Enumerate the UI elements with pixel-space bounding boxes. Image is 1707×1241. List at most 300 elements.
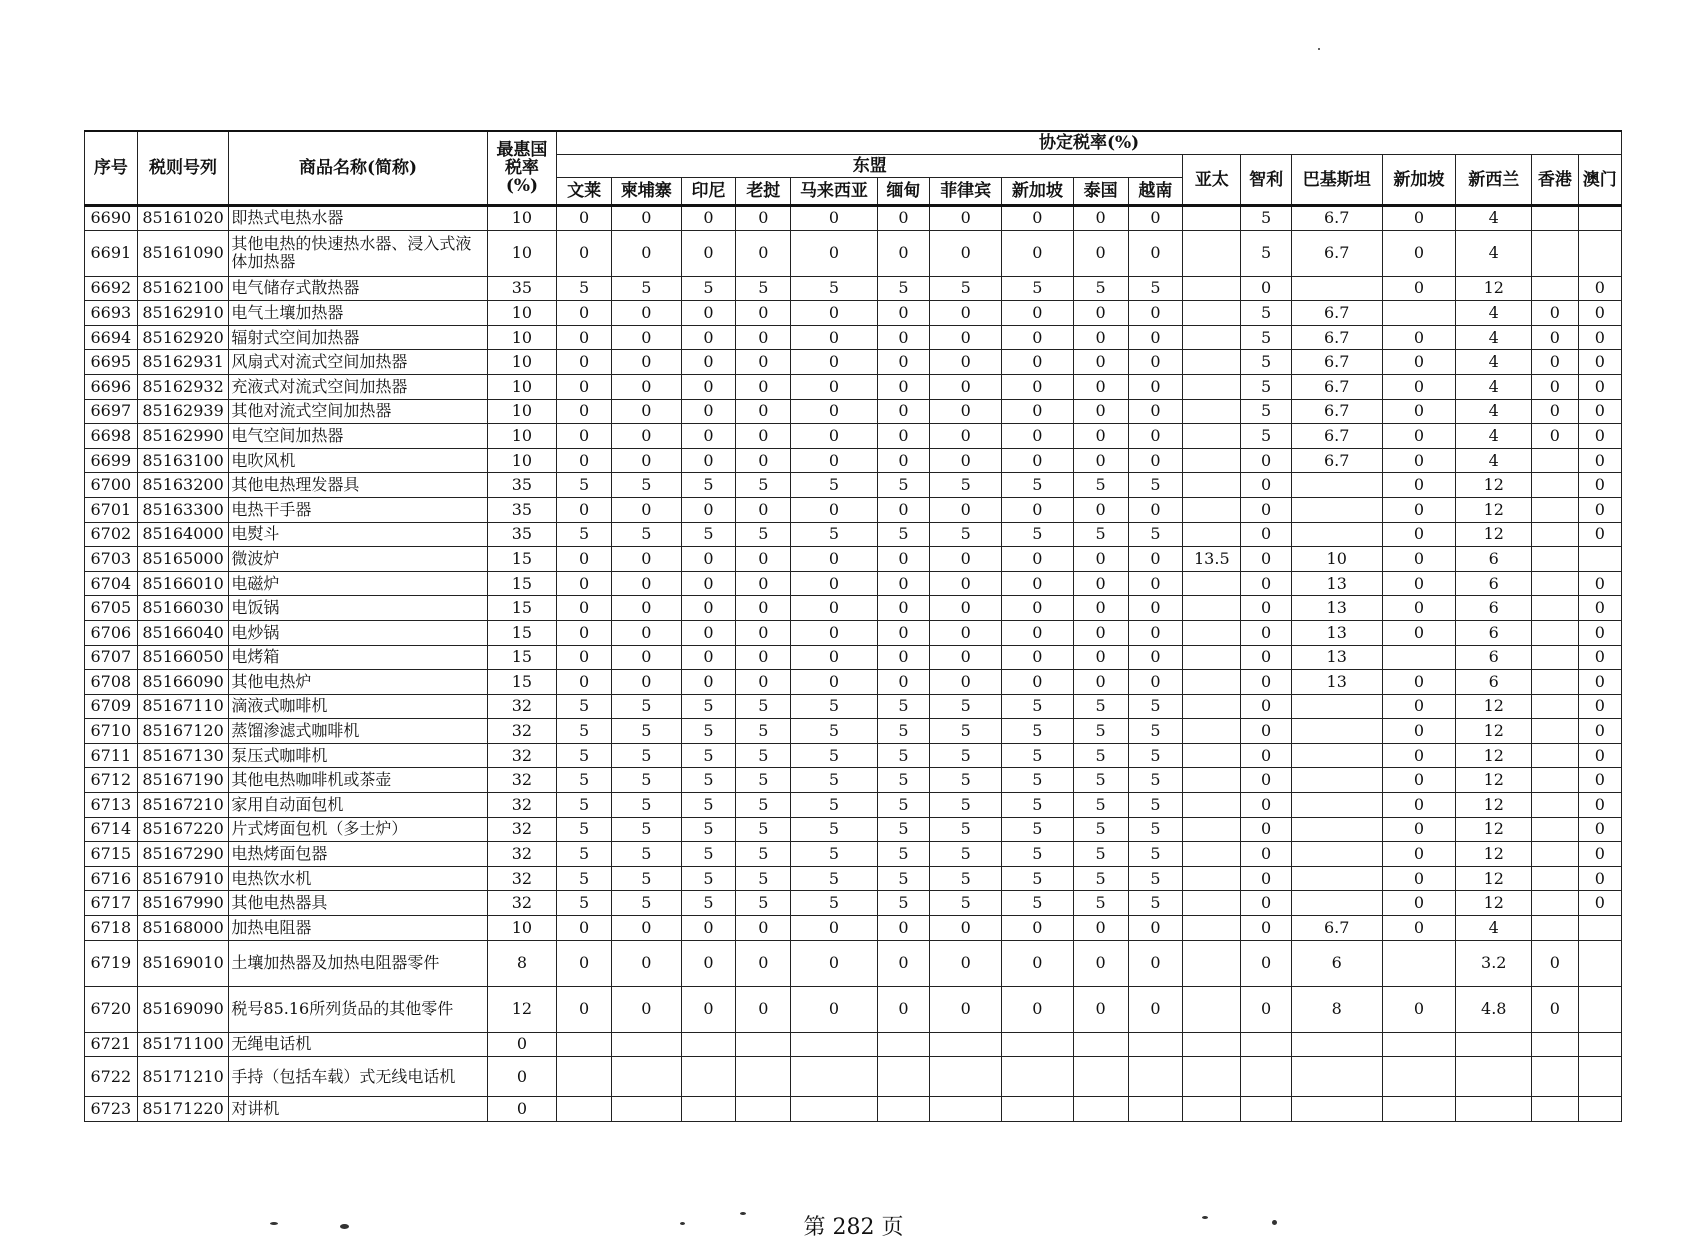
cell-rate xyxy=(1532,793,1578,818)
cell-rate: 0 xyxy=(877,916,930,941)
cell-rate xyxy=(1183,670,1241,695)
cell-seq: 6704 xyxy=(85,571,138,596)
cell-seq: 6721 xyxy=(85,1032,138,1057)
cell-rate: 3.2 xyxy=(1456,940,1532,986)
table-row xyxy=(85,743,1622,768)
cell-rate: 5 xyxy=(557,522,612,547)
cell-rate: 4 xyxy=(1456,206,1532,231)
cell-rate: 0 xyxy=(1382,768,1456,793)
cell-rate: 0 xyxy=(877,424,930,449)
cell-rate: 0 xyxy=(1382,522,1456,547)
cell-rate: 5 xyxy=(557,793,612,818)
cell-rate: 6.7 xyxy=(1291,325,1382,350)
cell-rate: 0 xyxy=(1002,670,1074,695)
cell-rate xyxy=(1291,842,1382,867)
cell-rate: 0 xyxy=(1002,448,1074,473)
cell-rate: 5 xyxy=(612,891,682,916)
cell-rate: 5 xyxy=(1128,473,1183,498)
table-row xyxy=(85,301,1622,326)
cell-rate: 5 xyxy=(1002,276,1074,301)
cell-rate: 0 xyxy=(1241,719,1292,744)
cell-mfn: 0 xyxy=(487,1057,557,1097)
cell-rate: 5 xyxy=(1241,424,1292,449)
cell-rate: 0 xyxy=(930,350,1002,375)
cell-rate: 5 xyxy=(557,743,612,768)
cell-rate: 0 xyxy=(1002,596,1074,621)
cell-seq: 6720 xyxy=(85,986,138,1032)
cell-rate: 0 xyxy=(612,571,682,596)
cell-rate: 0 xyxy=(1578,424,1621,449)
cell-rate: 5 xyxy=(877,694,930,719)
cell-rate: 5 xyxy=(1128,793,1183,818)
cell-rate: 0 xyxy=(791,940,877,986)
cell-rate: 0 xyxy=(930,301,1002,326)
table-row xyxy=(85,547,1622,572)
cell-rate: 0 xyxy=(1532,399,1578,424)
cell-name: 泵压式咖啡机 xyxy=(229,743,487,768)
cell-rate: 0 xyxy=(681,916,736,941)
cell-rate: 0 xyxy=(1073,571,1128,596)
cell-rate: 0 xyxy=(1128,670,1183,695)
cell-rate: 0 xyxy=(1073,940,1128,986)
header-asean-country: 马来西亚 xyxy=(791,178,877,206)
cell-rate: 0 xyxy=(1241,448,1292,473)
cell-rate xyxy=(791,1032,877,1057)
cell-rate: 5 xyxy=(736,842,791,867)
cell-rate xyxy=(1183,1097,1241,1122)
cell-rate: 5 xyxy=(1128,891,1183,916)
cell-rate: 0 xyxy=(1382,596,1456,621)
table-row xyxy=(85,1057,1622,1097)
cell-code: 85167220 xyxy=(137,817,229,842)
cell-rate: 13 xyxy=(1291,620,1382,645)
cell-rate: 0 xyxy=(736,325,791,350)
cell-rate xyxy=(681,1057,736,1097)
cell-rate: 0 xyxy=(557,620,612,645)
cell-rate: 5 xyxy=(736,276,791,301)
cell-code: 85162939 xyxy=(137,399,229,424)
cell-rate: 5 xyxy=(1241,301,1292,326)
scan-speck xyxy=(740,1212,746,1215)
cell-rate: 0 xyxy=(1241,670,1292,695)
cell-rate xyxy=(1532,448,1578,473)
cell-rate: 0 xyxy=(557,325,612,350)
cell-rate: 5 xyxy=(557,891,612,916)
cell-code: 85168000 xyxy=(137,916,229,941)
cell-rate: 0 xyxy=(1128,350,1183,375)
cell-rate: 12 xyxy=(1456,694,1532,719)
cell-rate: 0 xyxy=(1578,620,1621,645)
cell-rate xyxy=(557,1057,612,1097)
cell-rate: 0 xyxy=(1241,916,1292,941)
cell-rate: 0 xyxy=(1128,230,1183,276)
cell-rate xyxy=(681,1032,736,1057)
cell-rate xyxy=(1183,473,1241,498)
tariff-table xyxy=(84,130,1622,1122)
cell-seq: 6716 xyxy=(85,866,138,891)
table-row xyxy=(85,694,1622,719)
cell-rate: 0 xyxy=(1578,276,1621,301)
cell-code: 85167190 xyxy=(137,768,229,793)
cell-rate: 0 xyxy=(557,571,612,596)
cell-rate: 5 xyxy=(1073,743,1128,768)
cell-name: 其他电热炉 xyxy=(229,670,487,695)
cell-rate: 5 xyxy=(1073,842,1128,867)
cell-rate xyxy=(1532,694,1578,719)
cell-rate xyxy=(1291,276,1382,301)
cell-rate: 0 xyxy=(791,497,877,522)
cell-rate: 0 xyxy=(877,448,930,473)
cell-mfn: 32 xyxy=(487,891,557,916)
cell-rate xyxy=(1183,719,1241,744)
table-row xyxy=(85,350,1622,375)
scan-speck xyxy=(270,1222,278,1225)
cell-rate: 5 xyxy=(1241,374,1292,399)
cell-rate xyxy=(1532,596,1578,621)
cell-rate: 6 xyxy=(1456,670,1532,695)
cell-rate: 0 xyxy=(930,916,1002,941)
cell-rate: 5 xyxy=(1002,793,1074,818)
cell-rate: 5 xyxy=(1073,793,1128,818)
cell-mfn: 10 xyxy=(487,301,557,326)
cell-rate: 5 xyxy=(681,866,736,891)
cell-rate: 0 xyxy=(930,620,1002,645)
cell-rate: 5 xyxy=(557,719,612,744)
cell-rate: 0 xyxy=(1532,301,1578,326)
cell-rate xyxy=(1532,571,1578,596)
cell-rate xyxy=(1456,1032,1532,1057)
cell-rate xyxy=(1382,645,1456,670)
cell-rate: 6.7 xyxy=(1291,206,1382,231)
cell-rate: 5 xyxy=(791,522,877,547)
table-row xyxy=(85,916,1622,941)
cell-rate: 0 xyxy=(877,301,930,326)
cell-rate: 0 xyxy=(736,230,791,276)
scan-speck xyxy=(1318,48,1320,50)
cell-rate: 0 xyxy=(612,620,682,645)
cell-seq: 6722 xyxy=(85,1057,138,1097)
cell-mfn: 35 xyxy=(487,473,557,498)
cell-mfn: 35 xyxy=(487,497,557,522)
cell-rate: 0 xyxy=(791,424,877,449)
cell-rate: 12 xyxy=(1456,866,1532,891)
table-row xyxy=(85,473,1622,498)
cell-rate: 5 xyxy=(1002,719,1074,744)
cell-rate: 0 xyxy=(1073,230,1128,276)
cell-rate: 0 xyxy=(557,670,612,695)
cell-seq: 6691 xyxy=(85,230,138,276)
cell-rate xyxy=(1291,473,1382,498)
cell-rate xyxy=(1291,1032,1382,1057)
cell-rate: 0 xyxy=(1241,743,1292,768)
cell-rate: 5 xyxy=(791,473,877,498)
cell-rate xyxy=(1382,1057,1456,1097)
cell-rate: 0 xyxy=(736,399,791,424)
cell-rate: 0 xyxy=(1578,694,1621,719)
cell-rate xyxy=(736,1032,791,1057)
cell-rate xyxy=(1241,1097,1292,1122)
table-row xyxy=(85,399,1622,424)
cell-rate: 5 xyxy=(1128,694,1183,719)
cell-rate: 5 xyxy=(930,743,1002,768)
cell-rate: 5 xyxy=(612,768,682,793)
cell-rate: 0 xyxy=(1073,325,1128,350)
cell-rate: 5 xyxy=(1073,768,1128,793)
cell-rate: 0 xyxy=(736,547,791,572)
cell-rate: 5 xyxy=(1073,473,1128,498)
cell-rate: 0 xyxy=(1241,793,1292,818)
table-row xyxy=(85,596,1622,621)
cell-rate: 0 xyxy=(1073,497,1128,522)
cell-rate: 0 xyxy=(612,399,682,424)
cell-rate: 0 xyxy=(612,547,682,572)
cell-name: 其他电热器具 xyxy=(229,891,487,916)
cell-mfn: 0 xyxy=(487,1032,557,1057)
cell-rate: 0 xyxy=(1002,940,1074,986)
cell-rate xyxy=(1183,301,1241,326)
cell-rate: 0 xyxy=(1382,448,1456,473)
cell-rate xyxy=(612,1097,682,1122)
cell-rate: 0 xyxy=(877,670,930,695)
cell-rate: 5 xyxy=(877,817,930,842)
cell-rate xyxy=(557,1097,612,1122)
cell-rate xyxy=(1532,620,1578,645)
cell-rate: 0 xyxy=(557,301,612,326)
cell-rate: 0 xyxy=(612,424,682,449)
cell-rate: 5 xyxy=(681,817,736,842)
cell-rate: 5 xyxy=(1073,817,1128,842)
cell-rate: 0 xyxy=(1073,350,1128,375)
cell-rate: 0 xyxy=(557,399,612,424)
cell-rate: 5 xyxy=(877,473,930,498)
cell-rate xyxy=(1128,1032,1183,1057)
cell-rate: 5 xyxy=(612,473,682,498)
cell-rate: 5 xyxy=(1241,399,1292,424)
header-agreement: 协定税率(%) xyxy=(557,131,1622,155)
table-row xyxy=(85,230,1622,276)
cell-rate: 5 xyxy=(1128,866,1183,891)
cell-rate: 5 xyxy=(930,793,1002,818)
cell-rate xyxy=(1532,547,1578,572)
cell-rate: 0 xyxy=(736,374,791,399)
cell-rate xyxy=(1532,817,1578,842)
cell-name: 其他电热的快速热水器、浸入式液体加热器 xyxy=(229,230,487,276)
cell-code: 85166090 xyxy=(137,670,229,695)
cell-mfn: 0 xyxy=(487,1097,557,1122)
cell-mfn: 15 xyxy=(487,620,557,645)
header-partner: 香港 xyxy=(1532,155,1578,206)
cell-rate: 0 xyxy=(930,986,1002,1032)
cell-rate: 0 xyxy=(930,940,1002,986)
cell-rate: 5 xyxy=(791,719,877,744)
cell-name: 电热饮水机 xyxy=(229,866,487,891)
cell-rate: 0 xyxy=(681,350,736,375)
cell-rate: 0 xyxy=(1578,325,1621,350)
cell-rate: 0 xyxy=(1532,350,1578,375)
cell-name: 电热烤面包器 xyxy=(229,842,487,867)
cell-rate: 0 xyxy=(1241,596,1292,621)
cell-rate: 0 xyxy=(1578,793,1621,818)
cell-rate: 0 xyxy=(1241,866,1292,891)
cell-rate: 0 xyxy=(612,497,682,522)
cell-rate: 0 xyxy=(791,571,877,596)
cell-rate xyxy=(1532,866,1578,891)
cell-rate xyxy=(1241,1032,1292,1057)
cell-seq: 6697 xyxy=(85,399,138,424)
cell-seq: 6700 xyxy=(85,473,138,498)
cell-rate: 5 xyxy=(1241,325,1292,350)
cell-code: 85161090 xyxy=(137,230,229,276)
page-number: 第 282 页 xyxy=(803,1215,904,1240)
cell-name: 税号85.16所列货品的其他零件 xyxy=(229,986,487,1032)
cell-rate xyxy=(1291,1057,1382,1097)
table-row xyxy=(85,424,1622,449)
cell-mfn: 32 xyxy=(487,866,557,891)
cell-code: 85166040 xyxy=(137,620,229,645)
header-asean-country: 文莱 xyxy=(557,178,612,206)
cell-name: 风扇式对流式空间加热器 xyxy=(229,350,487,375)
cell-name: 电气储存式散热器 xyxy=(229,276,487,301)
cell-rate: 5 xyxy=(1128,276,1183,301)
cell-code: 85162920 xyxy=(137,325,229,350)
cell-rate: 0 xyxy=(681,399,736,424)
cell-rate: 5 xyxy=(681,719,736,744)
cell-mfn: 35 xyxy=(487,522,557,547)
cell-rate xyxy=(1291,522,1382,547)
cell-rate: 5 xyxy=(930,719,1002,744)
cell-rate: 0 xyxy=(1002,916,1074,941)
cell-name: 滴液式咖啡机 xyxy=(229,694,487,719)
cell-rate xyxy=(1183,793,1241,818)
cell-rate: 0 xyxy=(1578,473,1621,498)
cell-rate: 0 xyxy=(1128,374,1183,399)
cell-rate: 5 xyxy=(557,842,612,867)
cell-rate: 6.7 xyxy=(1291,424,1382,449)
cell-rate: 13 xyxy=(1291,571,1382,596)
cell-rate xyxy=(877,1097,930,1122)
cell-rate: 0 xyxy=(736,350,791,375)
cell-rate: 5 xyxy=(877,891,930,916)
cell-rate: 0 xyxy=(681,424,736,449)
cell-rate: 12 xyxy=(1456,719,1532,744)
cell-mfn: 32 xyxy=(487,719,557,744)
cell-rate xyxy=(1532,743,1578,768)
cell-code: 85163100 xyxy=(137,448,229,473)
cell-mfn: 32 xyxy=(487,768,557,793)
header-asean-country: 越南 xyxy=(1128,178,1183,206)
cell-rate: 0 xyxy=(736,916,791,941)
table-row xyxy=(85,276,1622,301)
cell-rate: 6.7 xyxy=(1291,230,1382,276)
cell-rate xyxy=(1382,1032,1456,1057)
cell-rate xyxy=(791,1057,877,1097)
cell-rate: 0 xyxy=(1128,645,1183,670)
cell-seq: 6695 xyxy=(85,350,138,375)
cell-rate: 0 xyxy=(1382,571,1456,596)
cell-mfn: 10 xyxy=(487,399,557,424)
cell-seq: 6699 xyxy=(85,448,138,473)
table-row xyxy=(85,374,1622,399)
cell-code: 85167110 xyxy=(137,694,229,719)
cell-seq: 6712 xyxy=(85,768,138,793)
cell-rate: 0 xyxy=(612,670,682,695)
cell-rate: 0 xyxy=(1128,986,1183,1032)
cell-mfn: 15 xyxy=(487,670,557,695)
cell-rate: 0 xyxy=(877,399,930,424)
cell-rate: 5 xyxy=(930,522,1002,547)
cell-code: 85169010 xyxy=(137,940,229,986)
cell-rate: 0 xyxy=(1241,842,1292,867)
cell-rate: 0 xyxy=(612,230,682,276)
cell-name: 片式烤面包机（多士炉） xyxy=(229,817,487,842)
cell-rate: 0 xyxy=(791,547,877,572)
cell-name: 充液式对流式空间加热器 xyxy=(229,374,487,399)
cell-rate: 5 xyxy=(612,719,682,744)
cell-rate: 5 xyxy=(736,891,791,916)
cell-rate: 0 xyxy=(877,986,930,1032)
cell-rate: 0 xyxy=(877,547,930,572)
cell-rate: 0 xyxy=(612,916,682,941)
cell-rate: 5 xyxy=(736,743,791,768)
cell-rate: 0 xyxy=(1382,986,1456,1032)
cell-rate xyxy=(1382,940,1456,986)
cell-rate: 0 xyxy=(1002,374,1074,399)
cell-rate xyxy=(1183,916,1241,941)
cell-seq: 6705 xyxy=(85,596,138,621)
cell-rate: 0 xyxy=(1073,301,1128,326)
cell-rate xyxy=(1183,571,1241,596)
cell-rate: 5 xyxy=(1128,743,1183,768)
cell-name: 电饭锅 xyxy=(229,596,487,621)
cell-rate xyxy=(1183,866,1241,891)
cell-rate xyxy=(791,1097,877,1122)
cell-rate xyxy=(612,1057,682,1097)
cell-rate: 0 xyxy=(557,448,612,473)
cell-rate xyxy=(930,1057,1002,1097)
cell-rate: 0 xyxy=(681,571,736,596)
cell-mfn: 10 xyxy=(487,374,557,399)
header-partner: 新加坡 xyxy=(1382,155,1456,206)
cell-rate xyxy=(1456,1057,1532,1097)
cell-rate: 0 xyxy=(1128,448,1183,473)
cell-seq: 6707 xyxy=(85,645,138,670)
cell-seq: 6718 xyxy=(85,916,138,941)
cell-rate: 0 xyxy=(736,620,791,645)
cell-rate: 0 xyxy=(1002,620,1074,645)
cell-rate: 0 xyxy=(1128,547,1183,572)
cell-rate: 0 xyxy=(791,350,877,375)
cell-mfn: 32 xyxy=(487,842,557,867)
cell-name: 无绳电话机 xyxy=(229,1032,487,1057)
cell-rate: 0 xyxy=(877,596,930,621)
cell-rate: 5 xyxy=(930,768,1002,793)
cell-rate: 5 xyxy=(612,817,682,842)
header-asean-country: 柬埔寨 xyxy=(612,178,682,206)
header-code: 税则号列 xyxy=(137,131,229,206)
cell-rate: 6.7 xyxy=(1291,374,1382,399)
cell-rate: 0 xyxy=(1578,497,1621,522)
cell-rate: 5 xyxy=(612,793,682,818)
cell-rate xyxy=(1532,206,1578,231)
cell-rate: 5 xyxy=(1241,230,1292,276)
cell-rate: 0 xyxy=(1073,206,1128,231)
cell-rate xyxy=(1578,1057,1621,1097)
cell-code: 85162990 xyxy=(137,424,229,449)
cell-mfn: 10 xyxy=(487,206,557,231)
cell-rate: 0 xyxy=(1532,986,1578,1032)
cell-rate: 0 xyxy=(1578,891,1621,916)
cell-rate xyxy=(1183,940,1241,986)
